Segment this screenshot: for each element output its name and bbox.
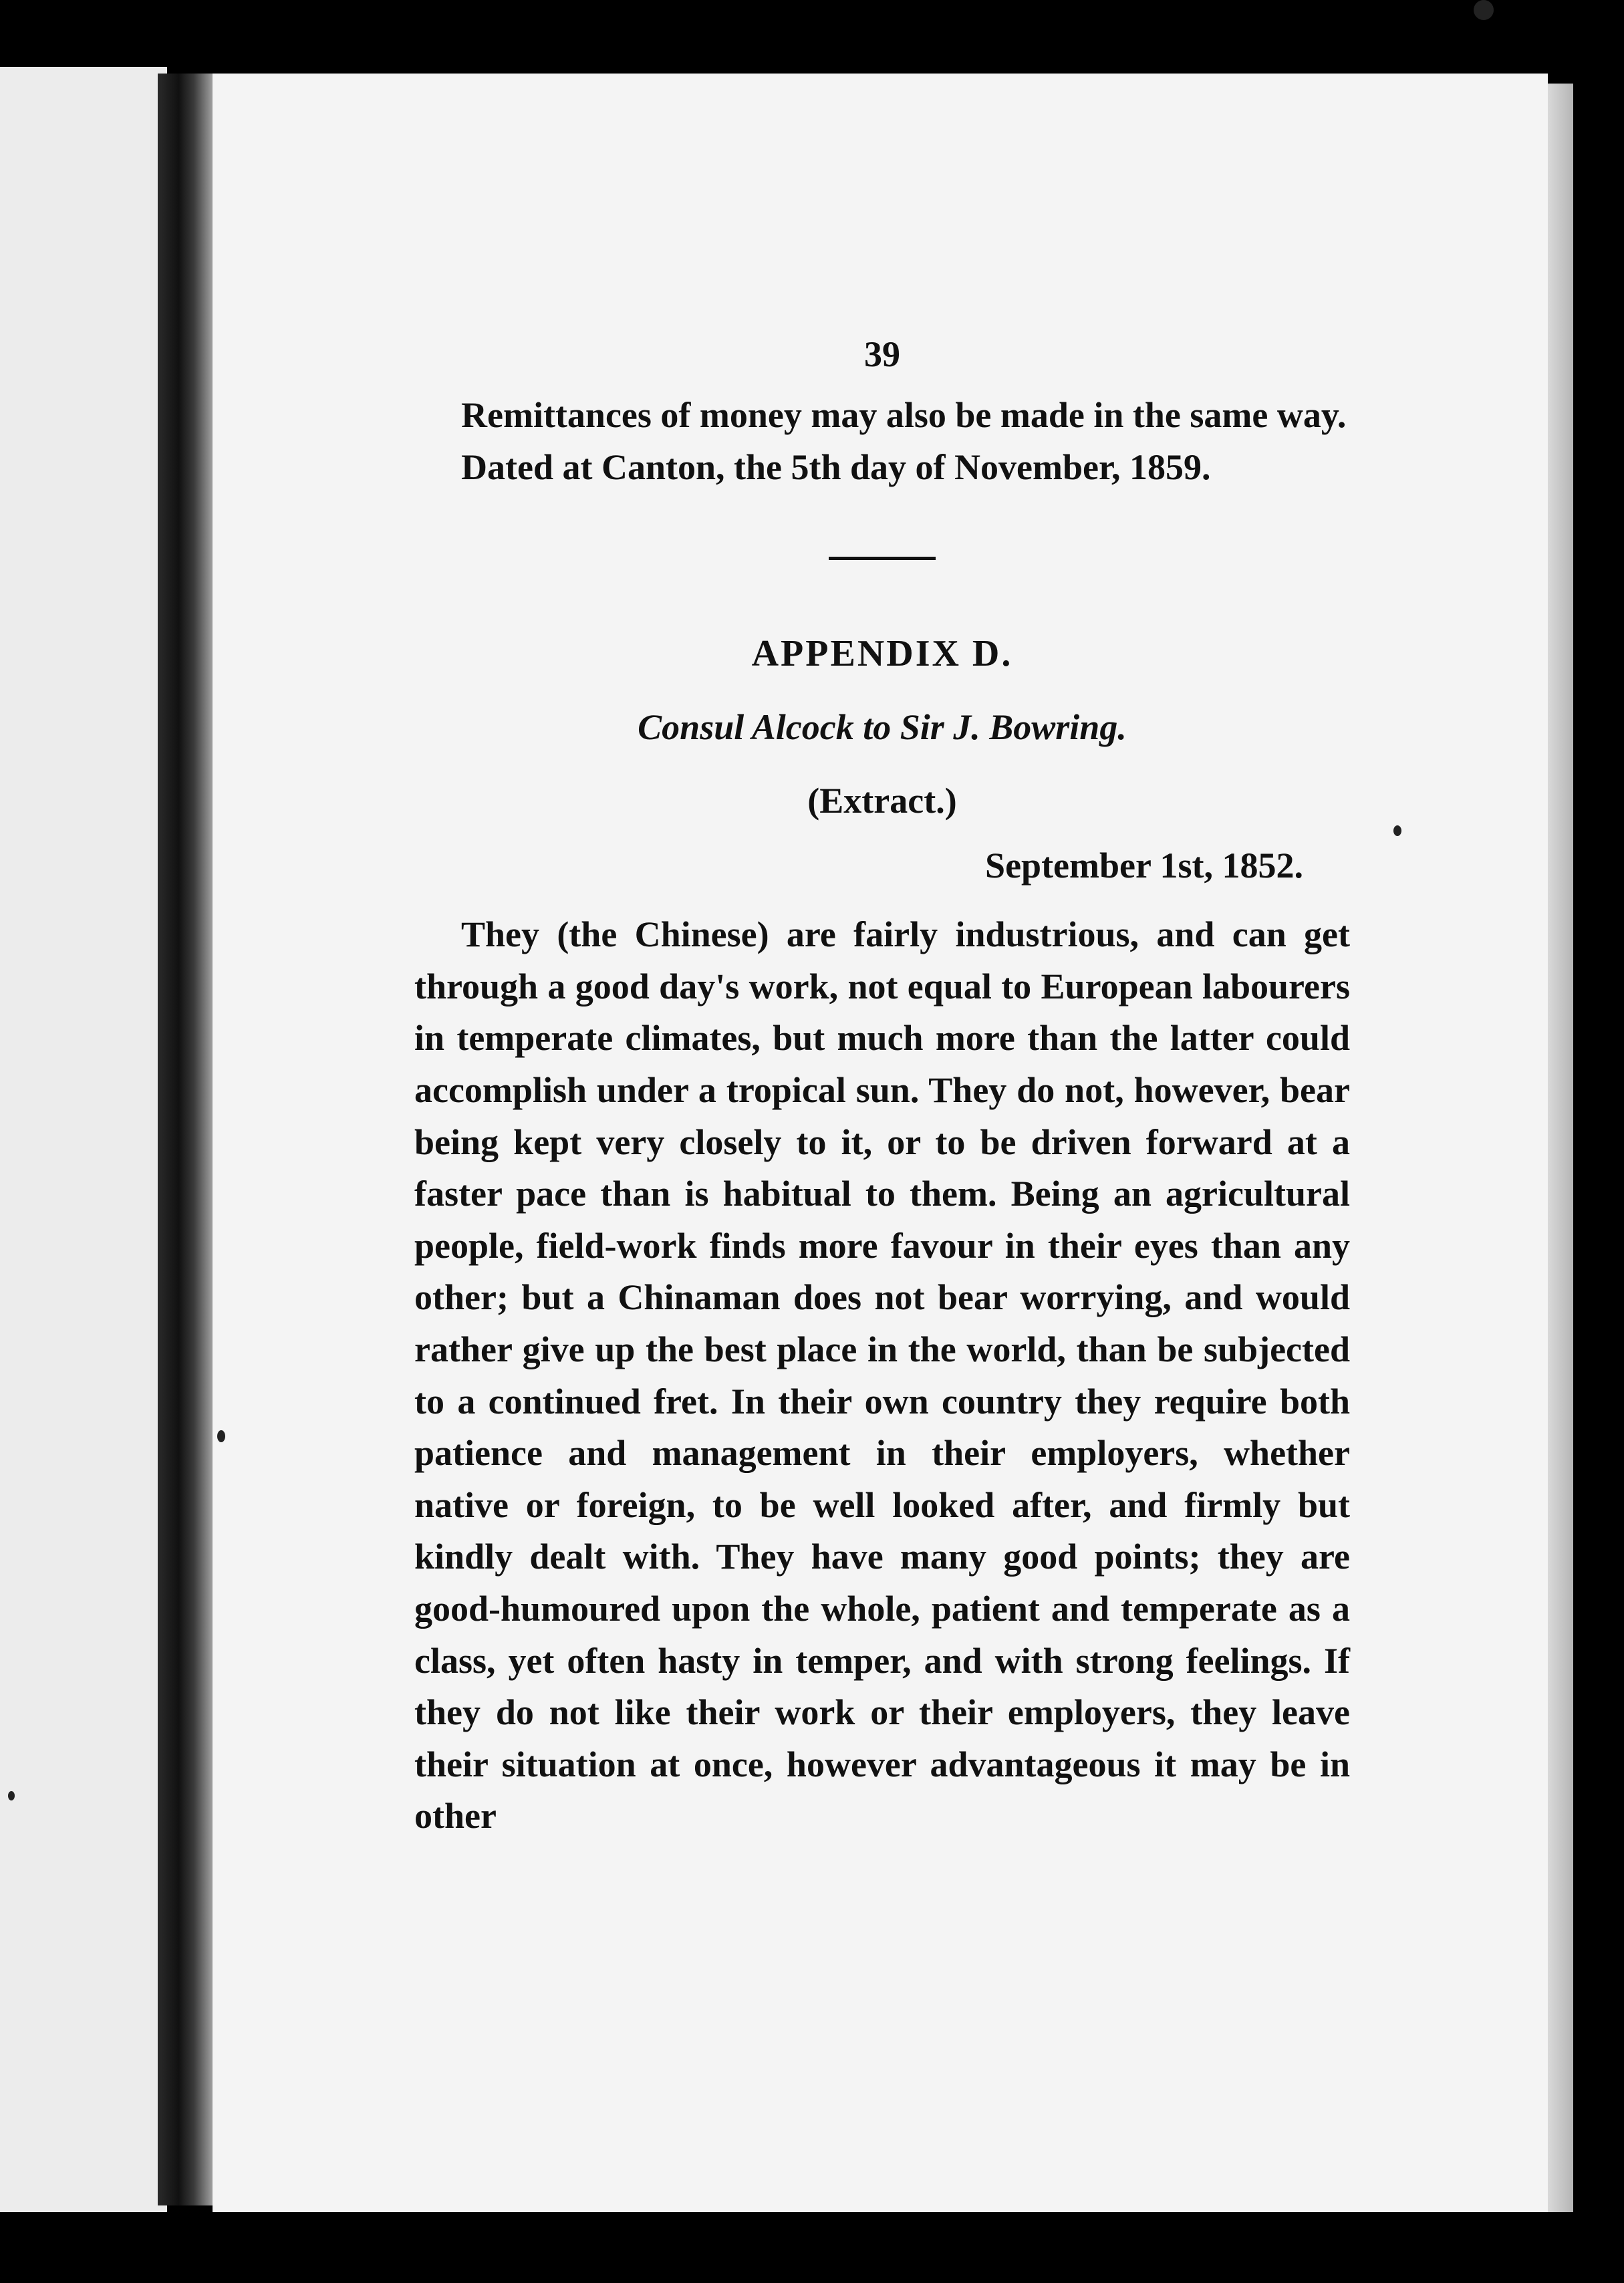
paragraph-dated: Dated at Canton, the 5th day of November, 1859.	[461, 446, 1211, 487]
appendix-heading: APPENDIX D.	[751, 633, 1013, 675]
facing-page-edge	[0, 67, 167, 2212]
appendix-subheading: Consul Alcock to Sir J. Bowring.	[638, 707, 1127, 748]
speck-mark	[1393, 825, 1401, 836]
book-gutter	[158, 74, 218, 2205]
speck-mark	[217, 1430, 225, 1442]
page-content	[414, 331, 1350, 1843]
page-number: 39	[864, 334, 900, 374]
speck-mark	[8, 1791, 15, 1800]
letter-date: September 1st, 1852.	[985, 845, 1303, 886]
speck-mark	[1474, 0, 1494, 20]
section-divider	[829, 557, 936, 560]
extract-note: (Extract.)	[807, 781, 957, 821]
body-paragraph: They (the Chinese) are fairly industrious, and can get through a good day's work, not equal to European labourers in temperate climates, but much more than the latter could accomplish under a tropical sun. They do not, however, bear being kept very closely to it, or to be driven forward at a faster pace than is habitual to them. Being an agricultural people, field-work finds more favour in their eyes than any other; but a Chinaman does not bear worrying, and would rather give up the best place in the world, than be subjected to a continued fret. In their own country they require both patience and management in their employers, whether native or foreign, to be well looked after, and firmly but kindly dealt with. They have many good points; they are good-humoured upon the whole, patient and temperate as a class, yet often hasty in temper, and with strong feelings. If they do not like their work or their employers, they leave their situation at once, however advantageous it may be in other	[414, 914, 1350, 1837]
paragraph-remittances: Remittances of money may also be made in the same way.	[461, 395, 1347, 435]
page-edge-shadow	[1548, 84, 1573, 2212]
